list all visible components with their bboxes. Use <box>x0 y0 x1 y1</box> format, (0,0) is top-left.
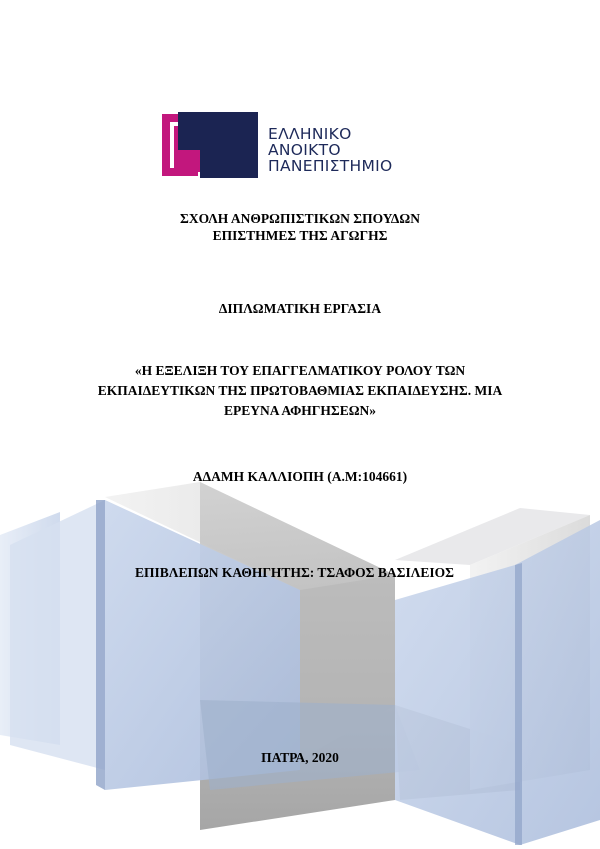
thesis-title <box>0 361 600 421</box>
university-logo <box>160 112 440 182</box>
panel-left-strip <box>10 500 105 770</box>
panel-blue-large-edge <box>96 500 105 790</box>
school-line-2: ΕΠΙΣΤΗΜΕΣ ΤΗΣ ΑΓΩΓΗΣ <box>212 228 388 243</box>
title-line-1: «Η ΕΞΕΛΙΞΗ ΤΟΥ ΕΠΑΓΓΕΛΜΑΤΙΚΟΥ ΡΟΛΟΥ ΤΩΝ <box>134 363 466 378</box>
school-name <box>0 210 600 244</box>
university-logo-text <box>268 126 393 174</box>
supervisor-name: ΕΠΙΒΛΕΠΩΝ ΚΑΘΗΓΗΤΗΣ: ΤΣΑΦΟΣ ΒΑΣΙΛΕΙΟΣ <box>135 565 454 580</box>
title-line-3: ΕΡΕΥΝΑ ΑΦΗΓΗΣΕΩΝ» <box>223 403 377 418</box>
university-logo-mark <box>160 112 260 178</box>
author-name: ΑΔΑΜΗ ΚΑΛΛΙΟΠΗ (Α.Μ:104661) <box>192 469 408 484</box>
school-line-1: ΣΧΟΛΗ ΑΝΘΡΩΠΙΣΤΙΚΩΝ ΣΠΟΥΔΩΝ <box>180 211 420 226</box>
logo-line-1: ΕΛΛΗΝΙΚΟ <box>268 125 352 143</box>
place-and-date: ΠΑΤΡΑ, 2020 <box>261 750 339 765</box>
panel-right-blue-edge <box>515 563 522 845</box>
logo-line-3: ΠΑΝΕΠΙΣΤΗΜΙΟ <box>268 157 393 175</box>
title-line-2: ΕΚΠΑΙΔΕΥΤΙΚΩΝ ΤΗΣ ΠΡΩΤΟΒΑΘΜΙΑΣ ΕΚΠΑΙΔΕΥΣΗΣ. ΜΙΑ <box>97 383 503 398</box>
logo-line-2: ΑΝΟΙΚΤΟ <box>268 141 341 159</box>
document-type: ΔΙΠΛΩΜΑΤΙΚΗ ΕΡΓΑΣΙΑ <box>218 301 382 316</box>
